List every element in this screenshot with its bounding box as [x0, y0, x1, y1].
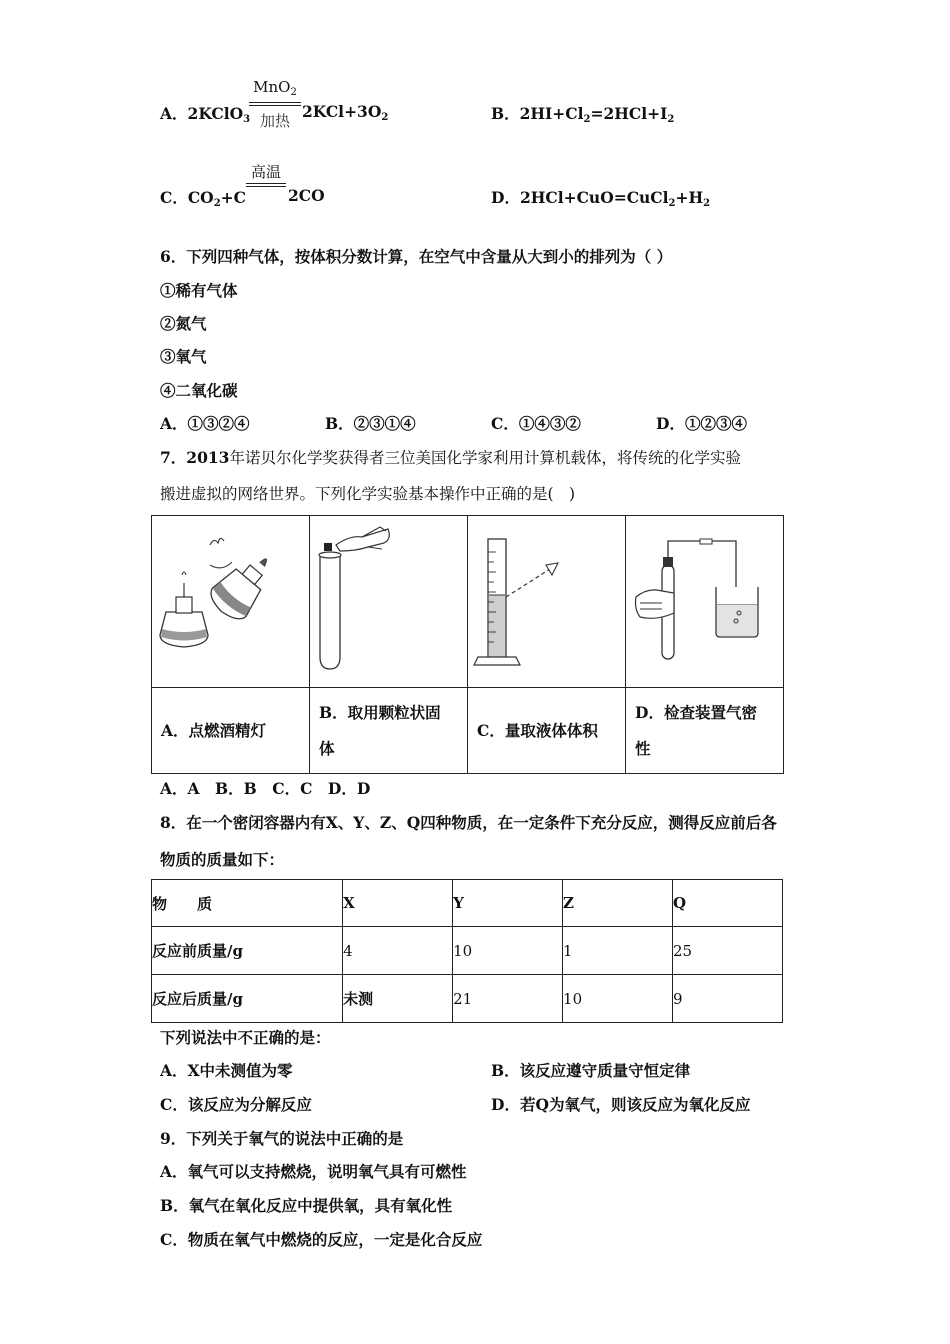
q5-a-condition-top: MnO$_2$ [253, 78, 297, 98]
airtightness-apparatus-icon [626, 517, 783, 687]
q7-stem-line1: 7．2013年诺贝尔化学奖获得者三位美国化学家利用计算机载体，将传统的化学实验 [160, 448, 741, 467]
q8-header-x: X [343, 880, 453, 927]
q7-stem-line2: 搬进虚拟的网络世界。下列化学实验基本操作中正确的是( ) [160, 485, 576, 503]
q5-option-c: C．$CO_2+C$ [160, 188, 246, 209]
q8-cell: 25 [673, 927, 783, 975]
q5-a-equal-sign [249, 102, 301, 106]
table-row [152, 927, 783, 975]
q8-follow: 下列说法中不正确的是： [160, 1028, 331, 1047]
q8-header-y: Y [453, 880, 563, 927]
q8-cell: 10 [453, 927, 563, 975]
q6-item-1: ①稀有气体 [160, 281, 238, 300]
q8-header-z: Z [563, 880, 673, 927]
q6-option-a: A．①③②④ [160, 414, 250, 433]
q8-header-substance: 物 质 [152, 880, 343, 927]
q8-cell: 4 [343, 927, 453, 975]
q8-mass-table [151, 879, 783, 1023]
q5-a-product: $2KCl+3O_2$ [302, 102, 389, 123]
q7-cell-d: D．检查装置气密 性 [626, 688, 784, 774]
q7-cell-a: A．点燃酒精灯 [152, 688, 310, 774]
q7-image-b [310, 516, 468, 688]
q5-c-product: 2CO [288, 186, 325, 205]
q8-cell: 9 [673, 975, 783, 1023]
q5-c-condition-top: 高温 [250, 163, 281, 181]
q8-header-q: Q [673, 880, 783, 927]
q8-option-d: D．若Q为氧气，则该反应为氧化反应 [491, 1095, 751, 1114]
alcohol-lamp-icon [152, 517, 309, 687]
q8-option-c: C．该反应为分解反应 [160, 1095, 312, 1114]
graduated-cylinder-icon [468, 517, 625, 687]
q6-option-c: C．①④③② [491, 414, 581, 433]
q8-option-a: A．X中未测值为零 [160, 1061, 293, 1080]
q8-stem-line1: 8．在一个密闭容器内有X、Y、Z、Q四种物质，在一定条件下充分反应，测得反应前后各 [160, 813, 777, 832]
q6-item-2: ②氮气 [160, 314, 207, 333]
q8-cell: 1 [563, 927, 673, 975]
q8-stem-line2: 物质的质量如下： [160, 850, 285, 869]
q5-c-equal-sign [246, 183, 286, 187]
q6-item-3: ③氧气 [160, 347, 207, 366]
q6-option-b: B．②③①④ [325, 414, 416, 433]
q7-image-d [626, 516, 784, 688]
q8-cell: 10 [563, 975, 673, 1023]
q7-image-c [468, 516, 626, 688]
test-tube-icon [310, 517, 467, 687]
q9-option-c: C．物质在氧气中燃烧的反应，一定是化合反应 [160, 1230, 483, 1249]
q8-cell: 未测 [343, 975, 453, 1023]
q6-stem: 6．下列四种气体，按体积分数计算，在空气中含量从大到小的排列为（ ） [160, 247, 673, 266]
q8-row-label: 反应前质量/g [152, 927, 343, 975]
q9-option-b: B．氧气在氧化反应中提供氧，具有氧化性 [160, 1196, 453, 1215]
q5-option-d: D．$2HCl+CuO=CuCl_2+H_2$ [491, 188, 711, 209]
q6-option-d: D．①②③④ [656, 414, 747, 433]
table-row [152, 975, 783, 1023]
q8-cell: 21 [453, 975, 563, 1023]
q9-option-a: A．氧气可以支持燃烧，说明氧气具有可燃性 [160, 1162, 467, 1181]
q7-image-a [152, 516, 310, 688]
q5-option-a: A．2KClO$_3$ [160, 104, 251, 125]
q6-item-4: ④二氧化碳 [160, 381, 238, 400]
q9-stem: 9．下列关于氧气的说法中正确的是 [160, 1129, 404, 1148]
q8-option-b: B．该反应遵守质量守恒定律 [491, 1061, 691, 1080]
q7-options-table [151, 515, 784, 774]
q7-answer-options: A．A B．B C．C D．D [160, 779, 371, 798]
q8-row-label: 反应后质量/g [152, 975, 343, 1023]
q7-cell-c: C．量取液体体积 [468, 688, 626, 774]
q5-option-b: B．$2HI+Cl_2=2HCl+I_2$ [491, 104, 675, 125]
q5-a-condition-bottom: 加热 [259, 112, 290, 130]
q7-cell-b: B．取用颗粒状固 体 [310, 688, 468, 774]
